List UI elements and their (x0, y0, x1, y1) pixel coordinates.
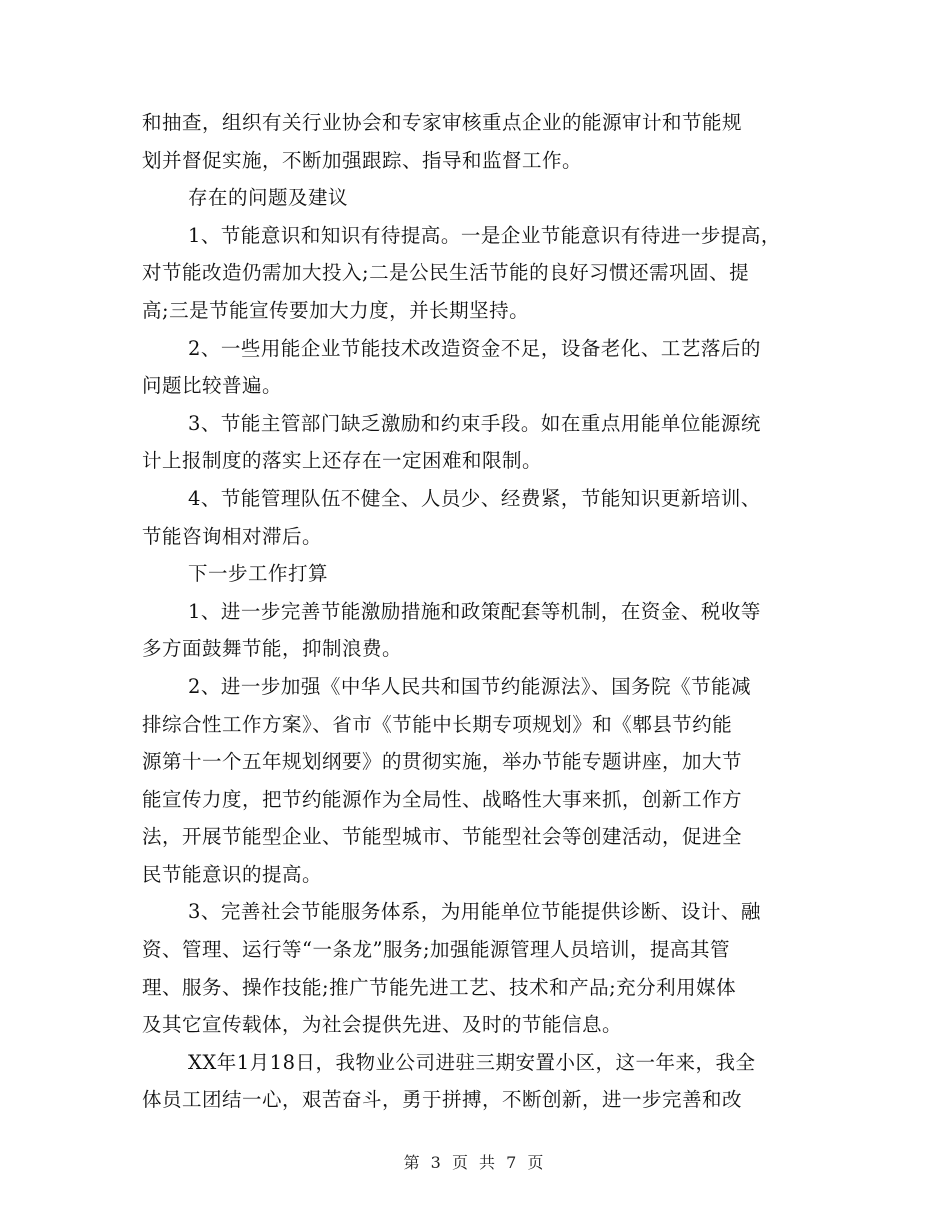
text-line: 体员工团结一心，艰苦奋斗，勇于拼搏，不断创新，进一步完善和改 (142, 1088, 743, 1112)
text-line: 源第十一个五年规划纲要》的贯彻实施，举办节能专题讲座，加大节 (142, 750, 743, 774)
text-line: 及其它宣传载体，为社会提供先进、及时的节能信息。 (142, 1013, 623, 1037)
text-line: 存在的问题及建议 (188, 186, 349, 210)
document-body (142, 104, 810, 1119)
text-line: 高;三是节能宣传要加大力度，并长期坚持。 (142, 298, 530, 322)
text-line: 对节能改造仍需加大投入;二是公民生活节能的良好习惯还需巩固、提 (142, 261, 750, 285)
text-line: 4、节能管理队伍不健全、人员少、经费紧，节能知识更新培训、 (188, 486, 761, 510)
text-line: 民节能意识的提高。 (142, 862, 323, 886)
text-line: 划并督促实施，不断加强跟踪、指导和监督工作。 (142, 148, 583, 172)
text-line: 1、进一步完善节能激励措施和政策配套等机制，在资金、税收等 (188, 599, 761, 623)
text-line: 理、服务、操作技能;推广节能先进工艺、技术和产品;充分利用媒体 (142, 975, 737, 999)
text-line: 3、完善社会节能服务体系，为用能单位节能提供诊断、设计、融 (188, 900, 761, 924)
text-line: 计上报制度的落实上还存在一定困难和限制。 (142, 449, 543, 473)
text-line: 问题比较普遍。 (142, 374, 283, 398)
text-line: 和抽查，组织有关行业协会和专家审核重点企业的能源审计和节能规 (142, 111, 743, 134)
text-line: 下一步工作打算 (188, 562, 329, 586)
text-line: 1、节能意识和知识有待提高。一是企业节能意识有待进一步提高， (188, 223, 781, 247)
text-line: 排综合性工作方案》、省市《节能中长期专项规划》和《郫县节约能 (142, 712, 733, 736)
text-line: 资、管理、运行等“一条龙”服务;加强能源管理人员培训，提高其管 (142, 938, 731, 962)
text-line: 法，开展节能型企业、节能型城市、节能型社会等创建活动，促进全 (142, 825, 743, 849)
text-line: 2、进一步加强《中华人民共和国节约能源法》、国务院《节能减 (188, 674, 752, 698)
text-line: 节能咨询相对滞后。 (142, 524, 323, 548)
text-line: 3、节能主管部门缺乏激励和约束手段。如在重点用能单位能源统 (188, 411, 761, 435)
text-line: 2、一些用能企业节能技术改造资金不足，设备老化、工艺落后的 (188, 336, 761, 360)
text-line: XX年1月18日，我物业公司进驻三期安置小区，这一年来，我全 (188, 1050, 756, 1074)
text-line: 能宣传力度，把节约能源作为全局性、战略性大事来抓，创新工作方 (142, 787, 743, 811)
page-footer (0, 1153, 950, 1173)
page-number-label: 第 3 页 共 7 页 (403, 1153, 547, 1172)
text-line: 多方面鼓舞节能，抑制浪费。 (142, 637, 403, 661)
